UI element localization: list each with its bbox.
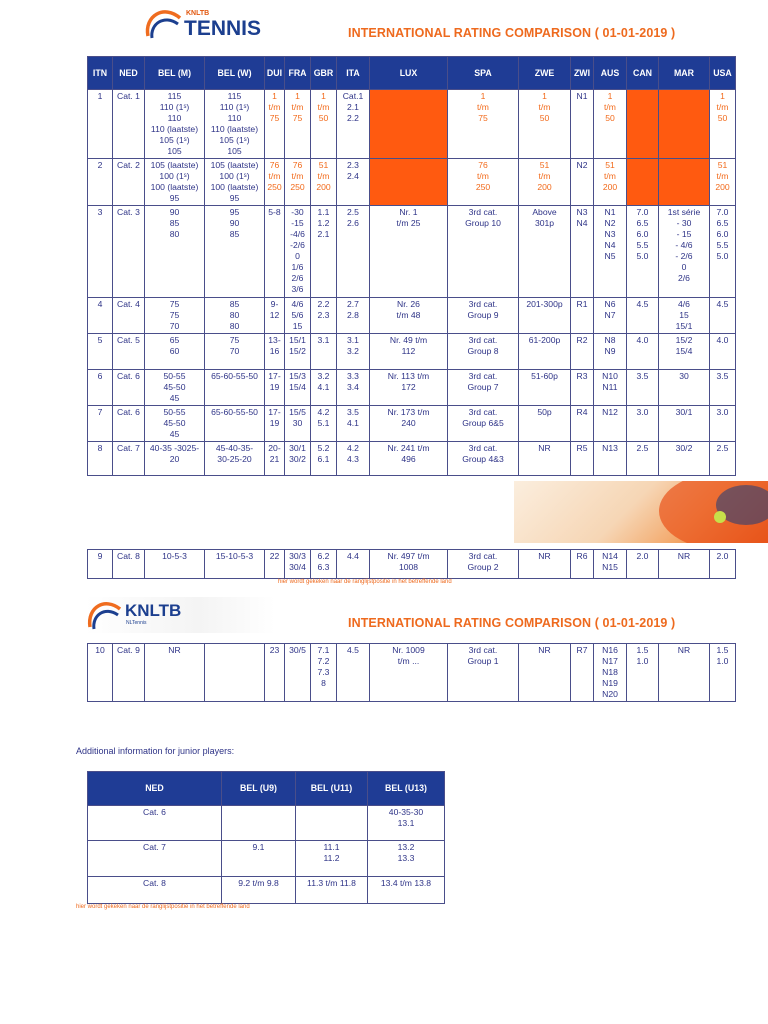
junior-cell: 9.2 t/m 9.8 [222, 877, 296, 904]
knltb-tennis-logo [140, 6, 260, 46]
cell-zwe: 51 t/m 200 [519, 159, 571, 206]
junior-intro: Additional information for junior players: [76, 746, 235, 756]
cell-fra: 4/6 5/6 15 [285, 298, 311, 334]
cell-ned: Cat. 6 [113, 406, 145, 442]
rating-table-row9 [87, 549, 736, 579]
cell-bel-w: 65-60-55-50 [205, 370, 265, 406]
cell-fra: 15/3 15/4 [285, 370, 311, 406]
junior-row [88, 806, 445, 841]
cell-bel-w [205, 644, 265, 702]
cell-bel-w: 95 90 85 [205, 206, 265, 298]
cell-zwi: R5 [571, 442, 594, 476]
cell-aus: N1 N2 N3 N4 N5 [594, 206, 627, 298]
cell-itn: 1 [88, 90, 113, 159]
cell-bel-w: 65-60-55-50 [205, 406, 265, 442]
header-dui: DUI [265, 57, 285, 90]
cell-fra: 30/3 30/4 [285, 550, 311, 579]
cell-usa: 1 t/m 50 [710, 90, 736, 159]
junior-table [87, 771, 445, 904]
cell-zwe: NR [519, 550, 571, 579]
cell-can: 7.0 6.5 6.0 5.5 5.0 [627, 206, 659, 298]
cell-zwi: N2 [571, 159, 594, 206]
page-title: INTERNATIONAL RATING COMPARISON ( 01-01-2019 ) [348, 26, 676, 40]
cell-itn: 10 [88, 644, 113, 702]
tennis-swoosh-icon [87, 599, 123, 631]
cell-gbr: 2.2 2.3 [311, 298, 337, 334]
junior-header-bel-u11: BEL (U11) [296, 772, 368, 806]
cell-aus: 51 t/m 200 [594, 159, 627, 206]
cell-mar: 30/1 [659, 406, 710, 442]
cell-ita: 2.7 2.8 [337, 298, 370, 334]
cell-can: 1.5 1.0 [627, 644, 659, 702]
cell-usa: 7.0 6.5 6.0 5.5 5.0 [710, 206, 736, 298]
cell-zwe: 51-60p [519, 370, 571, 406]
header-spa: SPA [448, 57, 519, 90]
cell-bel-w: 105 (laatste) 100 (1ˢ) 100 (laatste) 95 [205, 159, 265, 206]
junior-cell: Cat. 6 [88, 806, 222, 841]
cell-ita: 2.3 2.4 [337, 159, 370, 206]
cell-aus: N16 N17 N18 N19 N20 [594, 644, 627, 702]
cell-zwi: R7 [571, 644, 594, 702]
cell-ita: 3.3 3.4 [337, 370, 370, 406]
cell-spa: 76 t/m 250 [448, 159, 519, 206]
cell-bel-m: 10-5-3 [145, 550, 205, 579]
cell-can: 2.5 [627, 442, 659, 476]
header-bel-w: BEL (W) [205, 57, 265, 90]
cell-usa: 4.5 [710, 298, 736, 334]
cell-aus: N12 [594, 406, 627, 442]
table-row [88, 90, 736, 159]
cell-bel-m: 105 (laatste) 100 (1ˢ) 100 (laatste) 95 [145, 159, 205, 206]
cell-can [627, 90, 659, 159]
cell-zwe: NR [519, 644, 571, 702]
cell-zwe: 1 t/m 50 [519, 90, 571, 159]
cell-gbr: 3.2 4.1 [311, 370, 337, 406]
cell-bel-m: 50-55 45-50 45 [145, 370, 205, 406]
cell-gbr: 51 t/m 200 [311, 159, 337, 206]
cell-usa: 3.5 [710, 370, 736, 406]
cell-ita: 4.4 [337, 550, 370, 579]
junior-cell [222, 806, 296, 841]
cell-gbr: 3.1 [311, 334, 337, 370]
cell-zwe: NR [519, 442, 571, 476]
cell-aus: N14 N15 [594, 550, 627, 579]
cell-dui: 76 t/m 250 [265, 159, 285, 206]
cell-bel-w: 15-10-5-3 [205, 550, 265, 579]
cell-ned: Cat. 7 [113, 442, 145, 476]
junior-row [88, 877, 445, 904]
junior-cell: Cat. 7 [88, 841, 222, 877]
cell-dui: 23 [265, 644, 285, 702]
header-zwe: ZWE [519, 57, 571, 90]
cell-ita: Cat.1 2.1 2.2 [337, 90, 370, 159]
cell-bel-m: 40-35 -3025- 20 [145, 442, 205, 476]
cell-bel-w: 45-40-35- 30-25-20 [205, 442, 265, 476]
table-row [88, 334, 736, 370]
cell-itn: 3 [88, 206, 113, 298]
cell-spa: 3rd cat. Group 6&5 [448, 406, 519, 442]
cell-usa: 3.0 [710, 406, 736, 442]
cell-spa: 1 t/m 75 [448, 90, 519, 159]
cell-dui: 17- 19 [265, 406, 285, 442]
cell-mar: 4/6 15 15/1 [659, 298, 710, 334]
cell-can: 4.5 [627, 298, 659, 334]
cell-bel-w: 115 110 (1ˢ) 110 110 (laatste) 105 (1ˢ) 105 [205, 90, 265, 159]
header-usa: USA [710, 57, 736, 90]
cell-mar: 15/2 15/4 [659, 334, 710, 370]
table-row [88, 550, 736, 579]
cell-can [627, 159, 659, 206]
cell-spa: 3rd cat. Group 1 [448, 644, 519, 702]
cell-lux: Nr. 173 t/m 240 [370, 406, 448, 442]
junior-cell: 9.1 [222, 841, 296, 877]
cell-spa: 3rd cat. Group 2 [448, 550, 519, 579]
cell-ita: 4.2 4.3 [337, 442, 370, 476]
cell-ita: 4.5 [337, 644, 370, 702]
cell-spa: 3rd cat. Group 8 [448, 334, 519, 370]
header-itn: ITN [88, 57, 113, 90]
tennis-ball-icon [514, 481, 768, 543]
header-mar: MAR [659, 57, 710, 90]
junior-cell: 40-35-30 13.1 [368, 806, 445, 841]
tennis-player-photo [514, 481, 768, 543]
cell-dui: 9-12 [265, 298, 285, 334]
junior-cell: 13.2 13.3 [368, 841, 445, 877]
cell-bel-m: NR [145, 644, 205, 702]
header-bel-m: BEL (M) [145, 57, 205, 90]
logo-word: TENNIS [184, 17, 262, 40]
header-gbr: GBR [311, 57, 337, 90]
junior-row [88, 841, 445, 877]
cell-lux: Nr. 113 t/m 172 [370, 370, 448, 406]
cell-ned: Cat. 8 [113, 550, 145, 579]
cell-gbr: 5.2 6.1 [311, 442, 337, 476]
cell-can: 2.0 [627, 550, 659, 579]
cell-zwi: R1 [571, 298, 594, 334]
cell-ita: 3.1 3.2 [337, 334, 370, 370]
cell-dui: 1 t/m 75 [265, 90, 285, 159]
cell-lux: Nr. 49 t/m 112 [370, 334, 448, 370]
header-can: CAN [627, 57, 659, 90]
cell-gbr: 1 t/m 50 [311, 90, 337, 159]
cell-itn: 6 [88, 370, 113, 406]
cell-bel-m: 75 75 70 [145, 298, 205, 334]
cell-spa: 3rd cat. Group 7 [448, 370, 519, 406]
cell-ita: 3.5 4.1 [337, 406, 370, 442]
junior-cell [296, 806, 368, 841]
junior-header-bel-u9: BEL (U9) [222, 772, 296, 806]
cell-gbr: 7.1 7.2 7.3 8 [311, 644, 337, 702]
cell-itn: 2 [88, 159, 113, 206]
cell-ned: Cat. 2 [113, 159, 145, 206]
cell-fra: 30/1 30/2 [285, 442, 311, 476]
header-zwi: ZWI [571, 57, 594, 90]
cell-mar: 1st série - 30 - 15 - 4/6 - 2/6 0 2/6 [659, 206, 710, 298]
table-row [88, 370, 736, 406]
cell-can: 3.5 [627, 370, 659, 406]
cell-ita: 2.5 2.6 [337, 206, 370, 298]
cell-aus: N6 N7 [594, 298, 627, 334]
cell-lux: Nr. 1 t/m 25 [370, 206, 448, 298]
cell-can: 3.0 [627, 406, 659, 442]
logo-sub: NLTennis [126, 620, 147, 626]
logo-brand: KNLTB [186, 10, 210, 17]
header-fra: FRA [285, 57, 311, 90]
cell-zwe: 61-200p [519, 334, 571, 370]
header-lux: LUX [370, 57, 448, 90]
cell-bel-m: 50-55 45-50 45 [145, 406, 205, 442]
junior-header-ned: NED [88, 772, 222, 806]
cell-lux [370, 90, 448, 159]
cell-dui: 13- 16 [265, 334, 285, 370]
cell-zwe: 201-300p [519, 298, 571, 334]
cell-fra: 76 t/m 250 [285, 159, 311, 206]
cell-zwi: N1 [571, 90, 594, 159]
cell-zwe: Above 301p [519, 206, 571, 298]
cell-itn: 5 [88, 334, 113, 370]
junior-cell: 11.3 t/m 11.8 [296, 877, 368, 904]
cell-bel-m: 115 110 (1ˢ) 110 110 (laatste) 105 (1ˢ) 105 [145, 90, 205, 159]
cell-usa: 51 t/m 200 [710, 159, 736, 206]
cell-lux: Nr. 241 t/m 496 [370, 442, 448, 476]
cell-lux: Nr. 26 t/m 48 [370, 298, 448, 334]
cell-fra: 1 t/m 75 [285, 90, 311, 159]
cell-aus: 1 t/m 50 [594, 90, 627, 159]
cell-bel-m: 65 60 [145, 334, 205, 370]
cell-mar: NR [659, 550, 710, 579]
cell-gbr: 1.1 1.2 2.1 [311, 206, 337, 298]
cell-spa: 3rd cat. Group 4&3 [448, 442, 519, 476]
cell-aus: N10 N11 [594, 370, 627, 406]
cell-bel-m: 90 85 80 [145, 206, 205, 298]
cell-bel-w: 75 70 [205, 334, 265, 370]
cell-dui: 17- 19 [265, 370, 285, 406]
header-ita: ITA [337, 57, 370, 90]
table-row [88, 159, 736, 206]
cell-usa: 2.5 [710, 442, 736, 476]
cell-gbr: 4.2 5.1 [311, 406, 337, 442]
cell-ned: Cat. 6 [113, 370, 145, 406]
cell-mar: 30/2 [659, 442, 710, 476]
cell-mar: 30 [659, 370, 710, 406]
cell-mar: NR [659, 644, 710, 702]
table-row [88, 644, 736, 702]
cell-itn: 9 [88, 550, 113, 579]
cell-zwi: N3 N4 [571, 206, 594, 298]
cell-gbr: 6.2 6.3 [311, 550, 337, 579]
knltb-logo [85, 597, 275, 633]
cell-ned: Cat. 4 [113, 298, 145, 334]
cell-bel-w: 85 80 80 [205, 298, 265, 334]
rating-table-row10 [87, 643, 736, 702]
cell-aus: N8 N9 [594, 334, 627, 370]
cell-fra: 30/5 [285, 644, 311, 702]
cell-fra: 15/5 30 [285, 406, 311, 442]
rating-table [87, 56, 736, 476]
page-title-2: INTERNATIONAL RATING COMPARISON ( 01-01-2019 ) [348, 616, 676, 630]
header-ned: NED [113, 57, 145, 90]
cell-mar [659, 159, 710, 206]
junior-header-bel-u13: BEL (U13) [368, 772, 445, 806]
header-aus: AUS [594, 57, 627, 90]
cell-spa: 3rd cat. Group 10 [448, 206, 519, 298]
cell-lux [370, 159, 448, 206]
cell-usa: 1.5 1.0 [710, 644, 736, 702]
cell-itn: 7 [88, 406, 113, 442]
cell-zwi: R6 [571, 550, 594, 579]
cell-usa: 4.0 [710, 334, 736, 370]
cell-spa: 3rd cat. Group 9 [448, 298, 519, 334]
table-row [88, 206, 736, 298]
logo-brand: KNLTB [125, 601, 182, 620]
cell-ned: Cat. 3 [113, 206, 145, 298]
junior-cell: Cat. 8 [88, 877, 222, 904]
cell-dui: 22 [265, 550, 285, 579]
cell-mar [659, 90, 710, 159]
cell-zwi: R3 [571, 370, 594, 406]
cell-fra: 15/1 15/2 [285, 334, 311, 370]
footnote-2: hier wordt gekeken naar de ranglijstpositie in het betreffende land [76, 904, 250, 910]
cell-ned: Cat. 5 [113, 334, 145, 370]
cell-itn: 8 [88, 442, 113, 476]
cell-can: 4.0 [627, 334, 659, 370]
cell-ned: Cat. 9 [113, 644, 145, 702]
cell-zwe: 50p [519, 406, 571, 442]
cell-fra: -30 -15 -4/6 -2/6 0 1/6 2/6 3/6 [285, 206, 311, 298]
cell-usa: 2.0 [710, 550, 736, 579]
cell-zwi: R2 [571, 334, 594, 370]
table-row [88, 442, 736, 476]
cell-itn: 4 [88, 298, 113, 334]
junior-cell: 11.1 11.2 [296, 841, 368, 877]
footnote: hier wordt gekeken naar de ranglijstpositie in het betreffende land [278, 579, 452, 585]
cell-dui: 20- 21 [265, 442, 285, 476]
cell-lux: Nr. 1009 t/m ... [370, 644, 448, 702]
tennis-swoosh-icon [144, 6, 184, 42]
cell-aus: N13 [594, 442, 627, 476]
cell-ned: Cat. 1 [113, 90, 145, 159]
cell-dui: 5-8 [265, 206, 285, 298]
table-row [88, 298, 736, 334]
cell-zwi: R4 [571, 406, 594, 442]
junior-cell: 13.4 t/m 13.8 [368, 877, 445, 904]
cell-lux: Nr. 497 t/m 1008 [370, 550, 448, 579]
table-row [88, 406, 736, 442]
